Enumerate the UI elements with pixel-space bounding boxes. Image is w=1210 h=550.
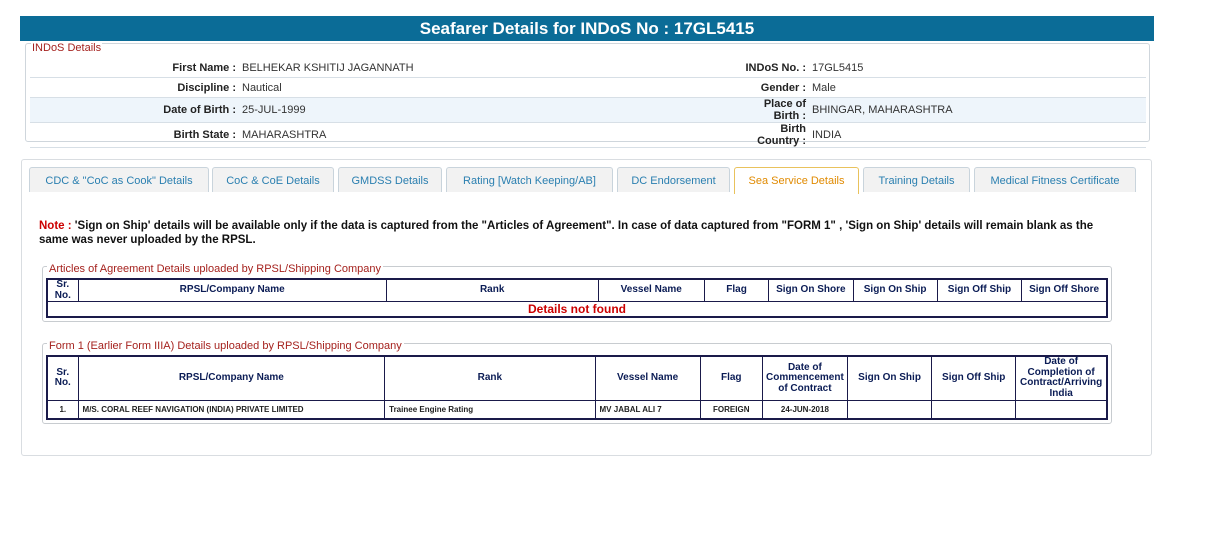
birth-country-label: Birth Country :	[745, 123, 810, 148]
form1-section	[42, 340, 1112, 424]
first-name-label: First Name :	[30, 58, 240, 78]
discipline-value: Nautical	[240, 78, 745, 98]
indos-row	[30, 123, 1146, 148]
gender-label: Gender :	[745, 78, 810, 98]
indos-no-label: INDoS No. :	[745, 58, 810, 78]
cell-completion-date	[1016, 400, 1107, 419]
form1-header-row	[47, 356, 1107, 400]
indos-details-table	[30, 58, 1146, 148]
details-not-found-message: Details not found	[47, 302, 1107, 318]
gender-value: Male	[810, 78, 1146, 98]
discipline-label: Discipline :	[30, 78, 240, 98]
cell-rank: Trainee Engine Rating	[385, 400, 595, 419]
dob-label: Date of Birth :	[30, 98, 240, 123]
col-header-vessel-name: Vessel Name	[598, 279, 704, 302]
tab-coc-coe-details[interactable]: CoC & CoE Details	[212, 167, 334, 192]
indos-row	[30, 98, 1146, 123]
details-tab-panel	[21, 159, 1152, 456]
col-header-flag: Flag	[704, 279, 768, 302]
col-header-completion-date: Date of Completion of Contract/Arriving India	[1016, 356, 1107, 400]
col-header-rank: Rank	[385, 356, 595, 400]
tab-sea-service-details[interactable]: Sea Service Details	[734, 167, 859, 194]
col-header-sign-off-ship: Sign Off Ship	[937, 279, 1021, 302]
cell-sr-no: 1.	[47, 400, 78, 419]
first-name-value: BELHEKAR KSHITIJ JAGANNATH	[240, 58, 745, 78]
indos-details-section	[25, 42, 1150, 147]
cell-sign-off-ship	[932, 400, 1016, 419]
form1-table	[46, 355, 1108, 420]
col-header-commencement-date: Date of Commencement of Contract	[762, 356, 847, 400]
indos-row	[30, 58, 1146, 78]
form1-legend: Form 1 (Earlier Form IIIA) Details uploaded by RPSL/Shipping Company	[49, 340, 402, 352]
articles-legend: Articles of Agreement Details uploaded by RPSL/Shipping Company	[49, 263, 382, 275]
col-header-flag: Flag	[700, 356, 762, 400]
note-text: 'Sign on Ship' details will be available only if the data is captured from the "Articles of Agreement". In case of data captured from "FORM 1" , 'Sign on Ship' details will remain blank as the same was never uploaded by the RPSL.	[39, 220, 1094, 246]
tab-dc-endorsement[interactable]: DC Endorsement	[617, 167, 730, 192]
tab-gmdss-details[interactable]: GMDSS Details	[338, 167, 442, 192]
table-row	[47, 400, 1107, 419]
col-header-sign-on-shore: Sign On Shore	[769, 279, 853, 302]
dob-value: 25-JUL-1999	[240, 98, 745, 123]
indos-no-value: 17GL5415	[810, 58, 1146, 78]
sign-on-ship-note	[39, 219, 1109, 247]
cell-company-name: M/S. CORAL REEF NAVIGATION (INDIA) PRIVATE LIMITED	[78, 400, 385, 419]
col-header-sign-on-ship: Sign On Ship	[847, 356, 931, 400]
col-header-company-name: RPSL/Company Name	[78, 279, 386, 302]
articles-of-agreement-section	[42, 263, 1112, 322]
col-header-sr-no: Sr. No.	[47, 279, 78, 302]
birth-state-value: MAHARASHTRA	[240, 123, 745, 148]
table-row	[47, 302, 1107, 318]
cell-vessel-name: MV JABAL ALI 7	[595, 400, 700, 419]
col-header-sign-off-shore: Sign Off Shore	[1022, 279, 1107, 302]
cell-commencement-date: 24-JUN-2018	[762, 400, 847, 419]
tab-rating-details[interactable]: Rating [Watch Keeping/AB]	[446, 167, 613, 192]
birth-country-value: INDIA	[810, 123, 1146, 148]
tab-cdc-details[interactable]: CDC & "CoC as Cook" Details	[29, 167, 209, 192]
birth-state-label: Birth State :	[30, 123, 240, 148]
note-label: Note :	[39, 220, 72, 232]
tab-medical-fitness-certificate[interactable]: Medical Fitness Certificate	[974, 167, 1136, 192]
articles-table	[46, 278, 1108, 318]
place-of-birth-label: Place of Birth :	[745, 98, 810, 123]
col-header-sr-no: Sr. No.	[47, 356, 78, 400]
indos-details-legend: INDoS Details	[32, 42, 102, 54]
page-title: Seafarer Details for INDoS No : 17GL5415	[20, 16, 1154, 41]
cell-flag: FOREIGN	[700, 400, 762, 419]
articles-header-row	[47, 279, 1107, 302]
col-header-sign-on-ship: Sign On Ship	[853, 279, 937, 302]
tab-training-details[interactable]: Training Details	[863, 167, 970, 192]
col-header-company-name: RPSL/Company Name	[78, 356, 385, 400]
indos-row	[30, 78, 1146, 98]
cell-sign-on-ship	[847, 400, 931, 419]
col-header-sign-off-ship: Sign Off Ship	[932, 356, 1016, 400]
col-header-rank: Rank	[386, 279, 598, 302]
col-header-vessel-name: Vessel Name	[595, 356, 700, 400]
place-of-birth-value: BHINGAR, MAHARASHTRA	[810, 98, 1146, 123]
